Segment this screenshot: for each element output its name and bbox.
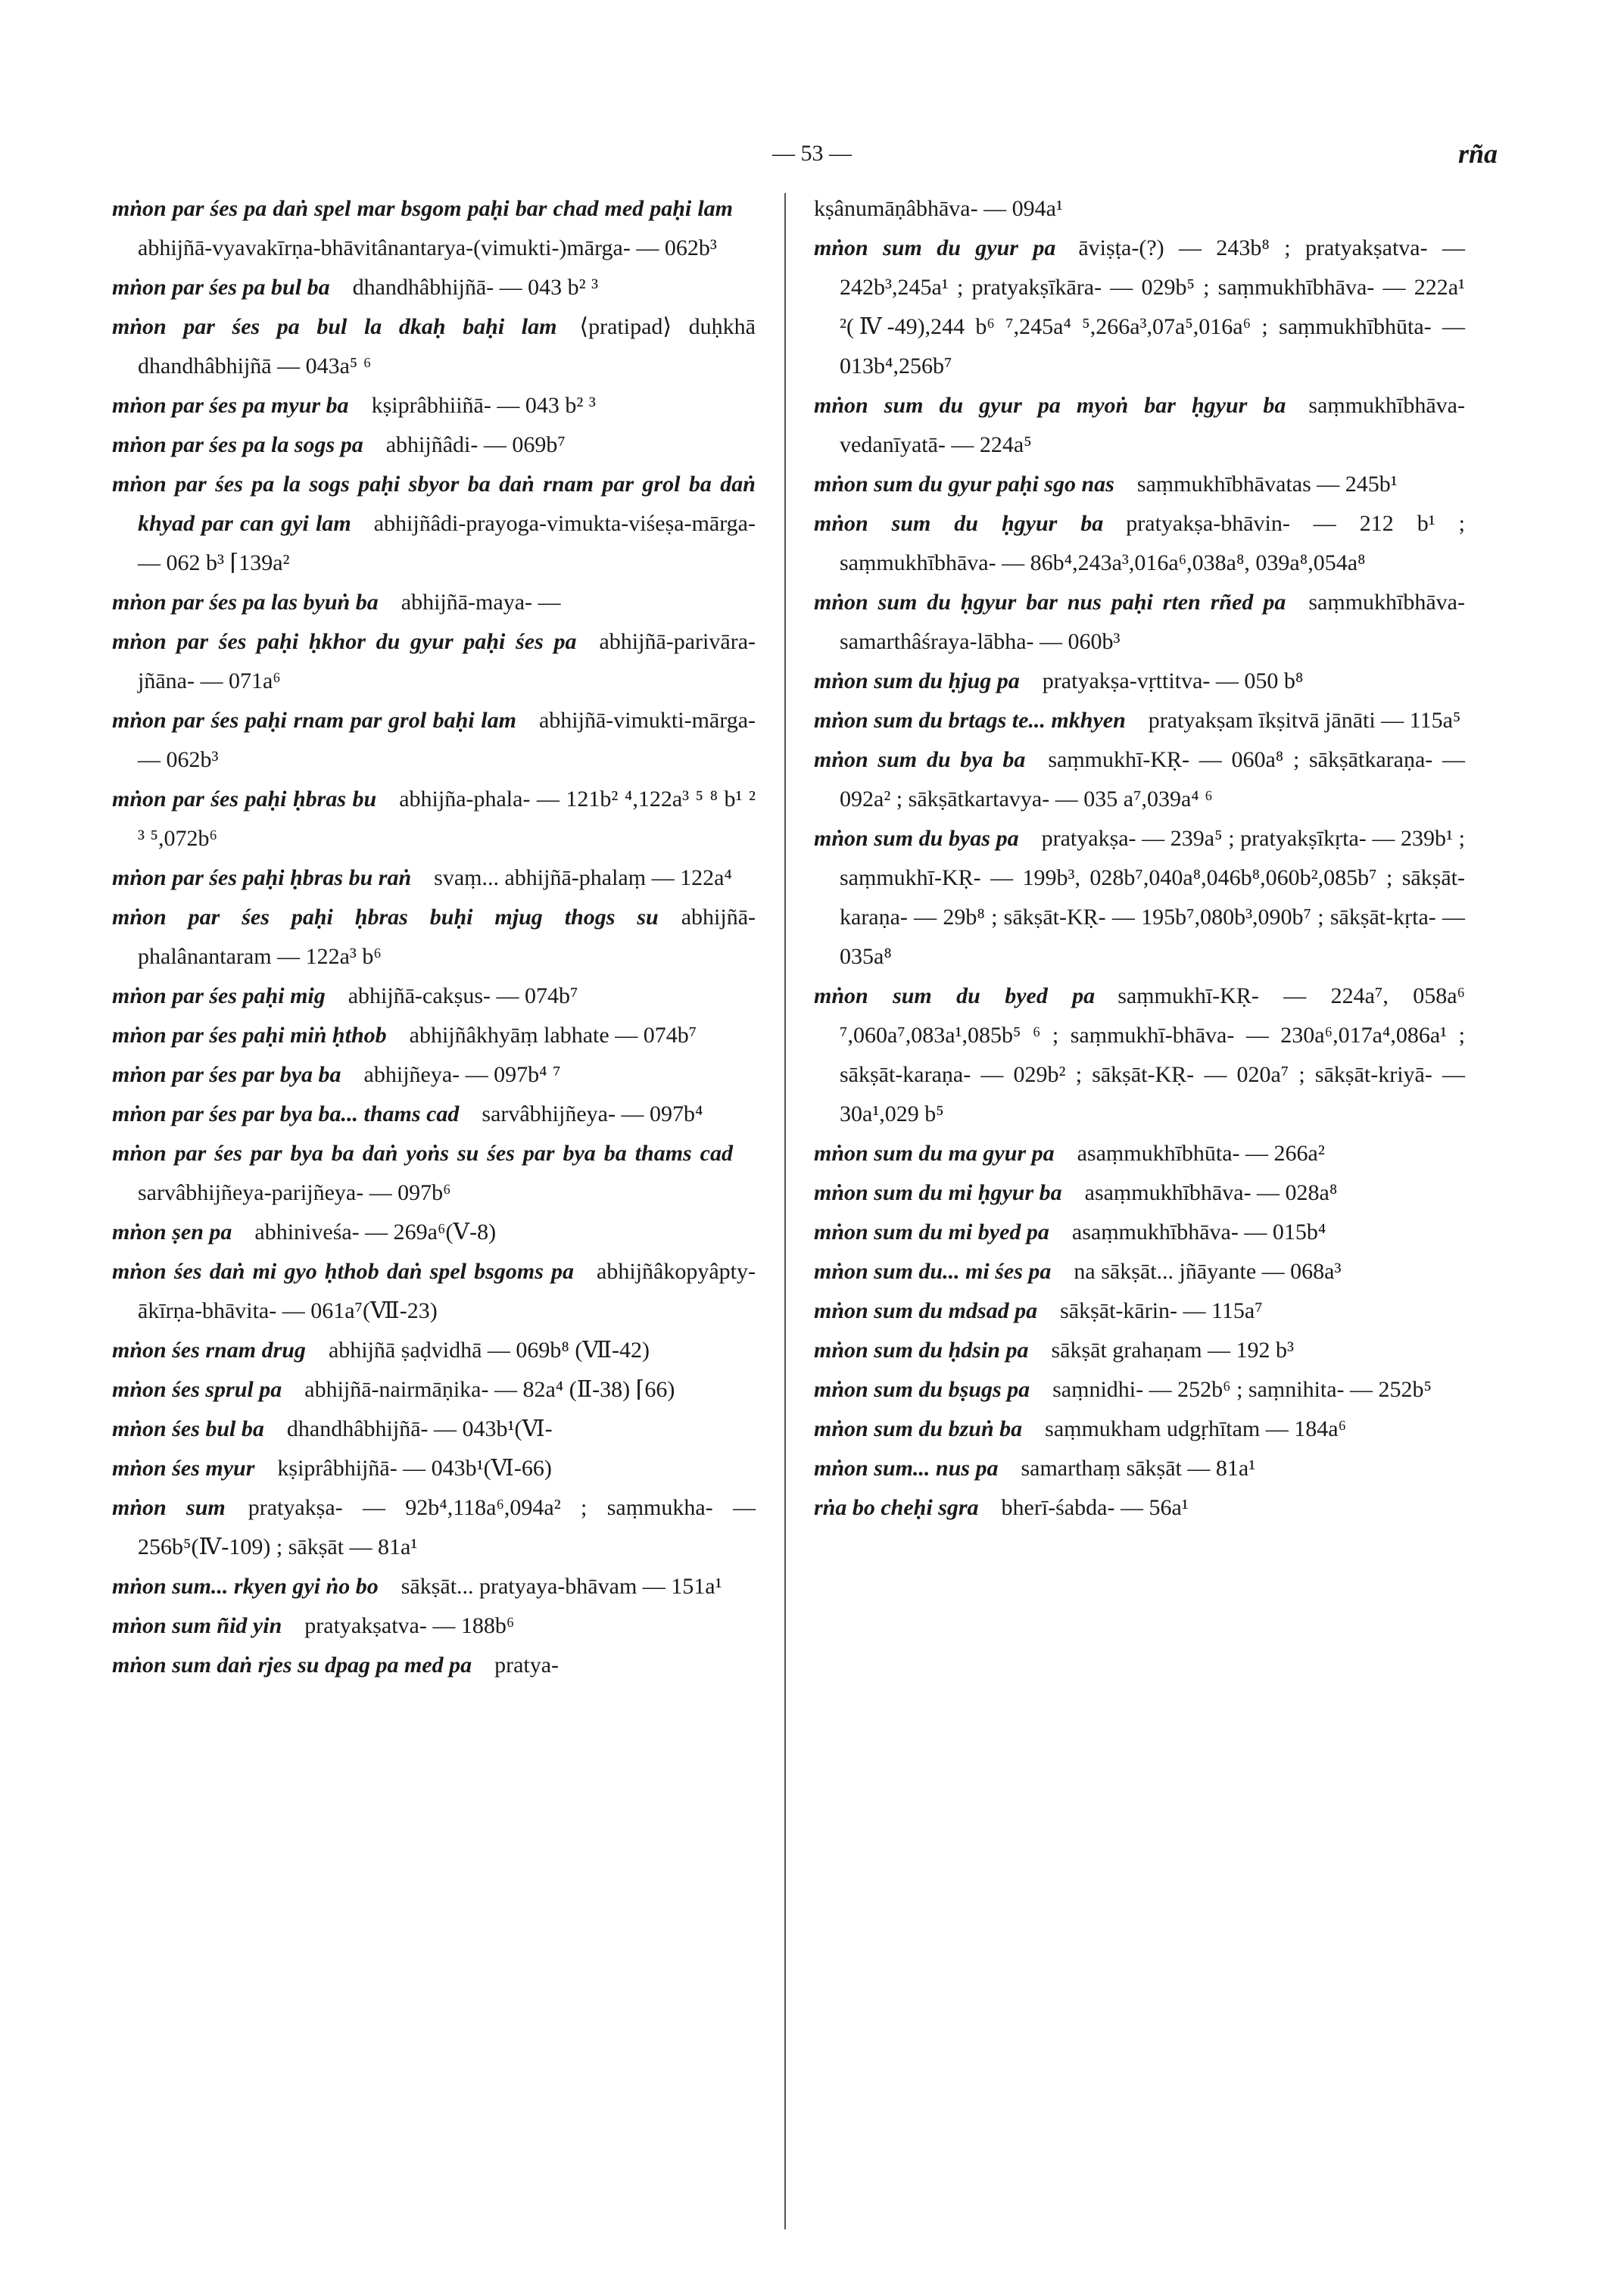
entry-gloss: abhijñeya- — 097b⁴ ⁷ xyxy=(363,1062,561,1087)
entry-gloss: pratyakṣam īkṣitvā jānāti — 115a⁵ xyxy=(1148,708,1461,733)
entry-headword: mṅon sum du bzuṅ ba xyxy=(814,1416,1023,1441)
entry-gloss: abhijñā-parivāra-jñāna- — 071a⁶ xyxy=(138,629,756,693)
entry-headword: mṅon par śes paḥi ḥkhor du gyur paḥi śes pa xyxy=(112,629,577,654)
entry-headword: mṅon par śes paḥi ḥbras bu raṅ xyxy=(112,865,412,890)
entry-gloss: kṣiprâbhijñā- — 043b¹(Ⅵ-66) xyxy=(277,1456,552,1481)
dictionary-entry xyxy=(814,1370,1465,1410)
entry-gloss: pratya- xyxy=(494,1653,560,1678)
entry-headword: mṅon sum... rkyen gyi ṅo bo xyxy=(112,1574,379,1599)
entry-headword: mṅon par śes pa la sogs paḥi sbyor ba daṅ rnam par grol ba daṅ khyad par can gyi lam xyxy=(112,472,756,536)
entry-headword: mṅon par śes par bya ba... thams cad xyxy=(112,1101,460,1126)
dictionary-entry xyxy=(112,977,756,1016)
column-divider xyxy=(784,193,786,2229)
entry-gloss: abhijñâkopyâpty-ākīrṇa-bhāvita- — 061a⁷(Ⅶ-23) xyxy=(138,1259,756,1323)
entry-gloss: sākṣāt... pratyaya-bhāvam — 151a¹ xyxy=(401,1574,722,1599)
entry-headword: mṅon par śes pa las byuṅ ba xyxy=(112,590,379,615)
dictionary-entry xyxy=(814,1410,1465,1449)
entry-gloss: ⟨pratipad⟩ duḥkhā dhandhâbhijñā — 043a⁵ ⁶ xyxy=(138,314,756,379)
entry-headword: mṅon sum du ḥgyur ba xyxy=(814,511,1104,536)
entry-gloss: abhijñâdi- — 069b⁷ xyxy=(385,432,566,457)
entry-headword: mṅon śes bul ba xyxy=(112,1416,264,1441)
entry-headword: mṅon sum du... mi śes pa xyxy=(814,1259,1052,1284)
dictionary-entry xyxy=(112,622,756,701)
entry-headword: mṅon śes sprul pa xyxy=(112,1377,282,1402)
entry-headword: mṅon sum du gyur pa xyxy=(814,235,1056,260)
dictionary-entry xyxy=(112,858,756,898)
dictionary-entry xyxy=(112,465,756,583)
entry-gloss: āviṣṭa-(?) — 243b⁸ ; pratyakṣatva- — 242b³,245a¹ ; pratyakṣīkāra- — 029b⁵ ; saṃmukhībhāva- — 222a¹ ²(Ⅳ-49),244 b⁶ ⁷,245a⁴ ⁵,266a³,07a⁵,016a⁶ ; saṃmukhībhūta- — 013b⁴,256b⁷ xyxy=(840,235,1465,379)
dictionary-entry xyxy=(814,504,1465,583)
entry-headword: mṅon sum du ma gyur pa xyxy=(814,1141,1055,1166)
dictionary-entry xyxy=(112,1331,756,1370)
entry-headword: mṅon par śes paḥi ḥbras buḥi mjug thogs su xyxy=(112,905,659,930)
entry-headword: mṅon ṣen pa xyxy=(112,1220,232,1245)
entry-gloss: abhijñā-phalânantaram — 122a³ b⁶ xyxy=(138,905,756,969)
entry-gloss: pratyakṣa- — 92b⁴,118a⁶,094a² ; saṃmukha- — 256b⁵(Ⅳ-109) ; sākṣāt — 81a¹ xyxy=(138,1495,756,1559)
dictionary-entry xyxy=(112,1134,756,1213)
entry-gloss: saṃmukhībhāvatas — 245b¹ xyxy=(1136,472,1398,497)
entry-gloss: sākṣāt-kārin- — 115a⁷ xyxy=(1060,1298,1263,1323)
entry-headword: mṅon par śes par bya ba daṅ yoṅs su śes par bya ba thams cad xyxy=(112,1141,733,1166)
entry-headword: mṅon sum du gyur pa myoṅ bar ḥgyur ba xyxy=(814,393,1286,418)
entry-gloss: kṣânumāṇâbhāva- — 094a¹ xyxy=(814,196,1063,221)
dictionary-entry xyxy=(814,1449,1465,1488)
entry-gloss: saṃmukhībhāva-vedanīyatā- — 224a⁵ xyxy=(840,393,1465,457)
entry-headword: mṅon sum du bya ba xyxy=(814,747,1026,772)
dictionary-entry xyxy=(814,465,1465,504)
entry-headword: mṅon par śes pa la sogs pa xyxy=(112,432,363,457)
dictionary-entry xyxy=(112,1567,756,1606)
entry-gloss: abhiniveśa- — 269a⁶(Ⅴ-8) xyxy=(254,1220,497,1245)
dictionary-entry xyxy=(814,662,1465,701)
entry-gloss: abhijñā-nairmāṇika- — 82a⁴ (Ⅱ-38) ⌈66) xyxy=(304,1377,675,1402)
dictionary-entry xyxy=(814,229,1465,386)
entry-gloss: pratyakṣa- — 239a⁵ ; pratyakṣīkṛta- — 239b¹ ; saṃmukhī-KṚ- — 199b³, 028b⁷,040a⁸,046b⁸,060b²,085b⁷ ; sākṣāt-karaṇa- — 29b⁸ ; sākṣāt-KṚ- — 195b⁷,080b³,090b⁷ ; sākṣāt-kṛta- — 035a⁸ xyxy=(840,826,1465,969)
dictionary-entry xyxy=(112,898,756,977)
dictionary-entry xyxy=(814,740,1465,819)
dictionary-entry xyxy=(112,268,756,307)
entry-headword: mṅon par śes pa daṅ spel mar bsgom paḥi bar chad med paḥi lam xyxy=(112,196,733,221)
entry-gloss: abhijñâdi-prayoga-vimukta-viśeṣa-mārga- — 062 b³ ⌈139a² xyxy=(138,511,756,575)
dictionary-entry xyxy=(814,1488,1465,1528)
entry-headword: mṅon sum du ḥdsin pa xyxy=(814,1338,1029,1363)
entry-headword: mṅon par śes pa myur ba xyxy=(112,393,349,418)
entry-gloss: pratyakṣa-bhāvin- — 212 b¹ ; saṃmukhībhāva- — 86b⁴,243a³,016a⁶,038a⁸, 039a⁸,054a⁸ xyxy=(840,511,1465,575)
entry-headword: mṅon par śes paḥi rnam par grol baḥi lam xyxy=(112,708,516,733)
entry-headword: mṅon par śes par bya ba xyxy=(112,1062,341,1087)
dictionary-entry xyxy=(112,583,756,622)
entry-gloss: asaṃmukhībhūta- — 266a² xyxy=(1077,1141,1325,1166)
entry-gloss: abhijñā-maya- — xyxy=(401,590,561,615)
page-number: — 53 — xyxy=(772,141,852,166)
dictionary-entry xyxy=(814,1331,1465,1370)
dictionary-entry xyxy=(112,1488,756,1567)
dictionary-entry xyxy=(112,1016,756,1055)
entry-gloss: dhandhâbhijñā- — 043 b² ³ xyxy=(352,275,599,300)
dictionary-entry xyxy=(814,583,1465,662)
dictionary-entry xyxy=(112,1410,756,1449)
entry-headword: mṅon par śes pa bul ba xyxy=(112,275,330,300)
entry-gloss: sarvâbhijñeya-parijñeya- — 097b⁶ xyxy=(138,1180,451,1205)
entry-headword: mṅon śes myur xyxy=(112,1456,255,1481)
entry-headword: mṅon par śes paḥi mig xyxy=(112,983,326,1008)
entry-headword: rṅa bo cheḥi sgra xyxy=(814,1495,979,1520)
entry-headword: mṅon par śes paḥi ḥbras bu xyxy=(112,787,377,812)
entry-gloss: bherī-śabda- — 56a¹ xyxy=(1001,1495,1189,1520)
entry-gloss: samarthaṃ sākṣāt — 81a¹ xyxy=(1021,1456,1256,1481)
dictionary-entry xyxy=(112,307,756,386)
entry-headword: mṅon sum du byas pa xyxy=(814,826,1019,851)
entry-gloss: pratyakṣa-vṛttitva- — 050 b⁸ xyxy=(1042,668,1304,693)
entry-gloss: saṃnidhi- — 252b⁶ ; saṃnihita- — 252b⁵ xyxy=(1052,1377,1432,1402)
entry-gloss: sarvâbhijñeya- — 097b⁴ xyxy=(482,1101,703,1126)
entry-headword: mṅon sum du mdsad pa xyxy=(814,1298,1038,1323)
entry-gloss: na sākṣāt... jñāyante — 068a³ xyxy=(1074,1259,1342,1284)
entry-gloss: pratyakṣatva- — 188b⁶ xyxy=(304,1613,515,1638)
entry-gloss: saṃmukhī-KṚ- — 060a⁸ ; sākṣātkaraṇa- — 092a² ; sākṣātkartavya- — 035 a⁷,039a⁴ ⁶ xyxy=(840,747,1465,812)
entry-headword: mṅon sum du gyur paḥi sgo nas xyxy=(814,472,1114,497)
entry-gloss: kṣiprâbhiiñā- — 043 b² ³ xyxy=(371,393,596,418)
dictionary-entry xyxy=(814,386,1465,465)
dictionary-entry xyxy=(814,819,1465,977)
entry-gloss: dhandhâbhijñā- — 043b¹(Ⅵ- xyxy=(286,1416,553,1441)
entry-gloss: abhijña-phala- — 121b² ⁴,122a³ ⁵ ⁸ b¹ ² ³ ⁵,072b⁶ xyxy=(138,787,756,851)
dictionary-entry xyxy=(814,701,1465,740)
right-column xyxy=(814,189,1465,1528)
entry-gloss: abhijñā-vimukti-mārga- — 062b³ xyxy=(138,708,756,772)
entry-headword: mṅon śes rnam drug xyxy=(112,1338,306,1363)
dictionary-entry xyxy=(112,425,756,465)
entry-gloss: saṃmukhībhāva-samarthâśraya-lābha- — 060b³ xyxy=(840,590,1465,654)
entry-headword: mṅon par śes pa bul la dkaḥ baḥi lam xyxy=(112,314,557,339)
entry-gloss: abhijñā-cakṣus- — 074b⁷ xyxy=(348,983,578,1008)
dictionary-entry xyxy=(112,780,756,858)
entry-gloss: svaṃ... abhijñā-phalaṃ — 122a⁴ xyxy=(434,865,732,890)
entry-headword: mṅon śes daṅ mi gyo ḥthob daṅ spel bsgoms pa xyxy=(112,1259,575,1284)
entry-headword: mṅon sum du byed pa xyxy=(814,983,1096,1008)
dictionary-entry xyxy=(112,1646,756,1685)
dictionary-entry xyxy=(112,1370,756,1410)
dictionary-entry xyxy=(112,701,756,780)
dictionary-entry xyxy=(814,1213,1465,1252)
entry-headword: mṅon sum du mi byed pa xyxy=(814,1220,1049,1245)
entry-gloss: asaṃmukhībhāva- — 015b⁴ xyxy=(1071,1220,1326,1245)
dictionary-entry xyxy=(814,977,1465,1134)
entry-headword: mṅon sum... nus pa xyxy=(814,1456,999,1481)
entry-headword: mṅon sum du ḥjug pa xyxy=(814,668,1020,693)
dictionary-entry xyxy=(814,1173,1465,1213)
entry-gloss: saṃmukham udgṛhītam — 184a⁶ xyxy=(1045,1416,1347,1441)
dictionary-entry xyxy=(112,1449,756,1488)
entry-gloss: saṃmukhī-KṚ- — 224a⁷, 058a⁶ ⁷,060a⁷,083a¹,085b⁵ ⁶ ; saṃmukhī-bhāva- — 230a⁶,017a⁴,086a¹ ; sākṣāt-karaṇa- — 029b² ; sākṣāt-KṚ- — 020a⁷ ; sākṣāt-kriyā- — 30a¹,029 b⁵ xyxy=(840,983,1465,1126)
dictionary-entry xyxy=(112,1055,756,1095)
entry-headword: mṅon sum du bṣugs pa xyxy=(814,1377,1030,1402)
entry-gloss: abhijñā ṣaḍvidhā — 069b⁸ (Ⅶ-42) xyxy=(328,1338,650,1363)
entry-gloss: asaṃmukhībhāva- — 028a⁸ xyxy=(1084,1180,1338,1205)
dictionary-entry xyxy=(112,1213,756,1252)
entry-headword: mṅon sum ñid yin xyxy=(112,1613,282,1638)
dictionary-entry xyxy=(112,386,756,425)
entry-gloss: sākṣāt grahaṇam — 192 b³ xyxy=(1051,1338,1295,1363)
dictionary-entry xyxy=(112,1252,756,1331)
dictionary-entry xyxy=(814,189,1465,229)
entry-headword: mṅon sum daṅ rjes su dpag pa med pa xyxy=(112,1653,472,1678)
dictionary-entry xyxy=(814,1252,1465,1291)
entry-gloss: abhijñā-vyavakīrṇa-bhāvitânantarya-(vimukti-)mārga- — 062b³ xyxy=(138,235,717,260)
dictionary-entry xyxy=(814,1134,1465,1173)
dictionary-entry xyxy=(814,1291,1465,1331)
left-column xyxy=(112,189,756,1685)
entry-gloss: abhijñâkhyāṃ labhate — 074b⁷ xyxy=(409,1023,697,1048)
entry-headword: mṅon par śes paḥi miṅ ḥthob xyxy=(112,1023,387,1048)
entry-headword: mṅon sum du ḥgyur bar nus paḥi rten rñed pa xyxy=(814,590,1286,615)
entry-headword: mṅon sum xyxy=(112,1495,226,1520)
dictionary-entry xyxy=(112,189,756,268)
entry-headword: mṅon sum du brtags te... mkhyen xyxy=(814,708,1126,733)
entry-headword: mṅon sum du mi ḥgyur ba xyxy=(814,1180,1062,1205)
running-head: rña xyxy=(1457,139,1498,169)
dictionary-entry xyxy=(112,1095,756,1134)
dictionary-entry xyxy=(112,1606,756,1646)
